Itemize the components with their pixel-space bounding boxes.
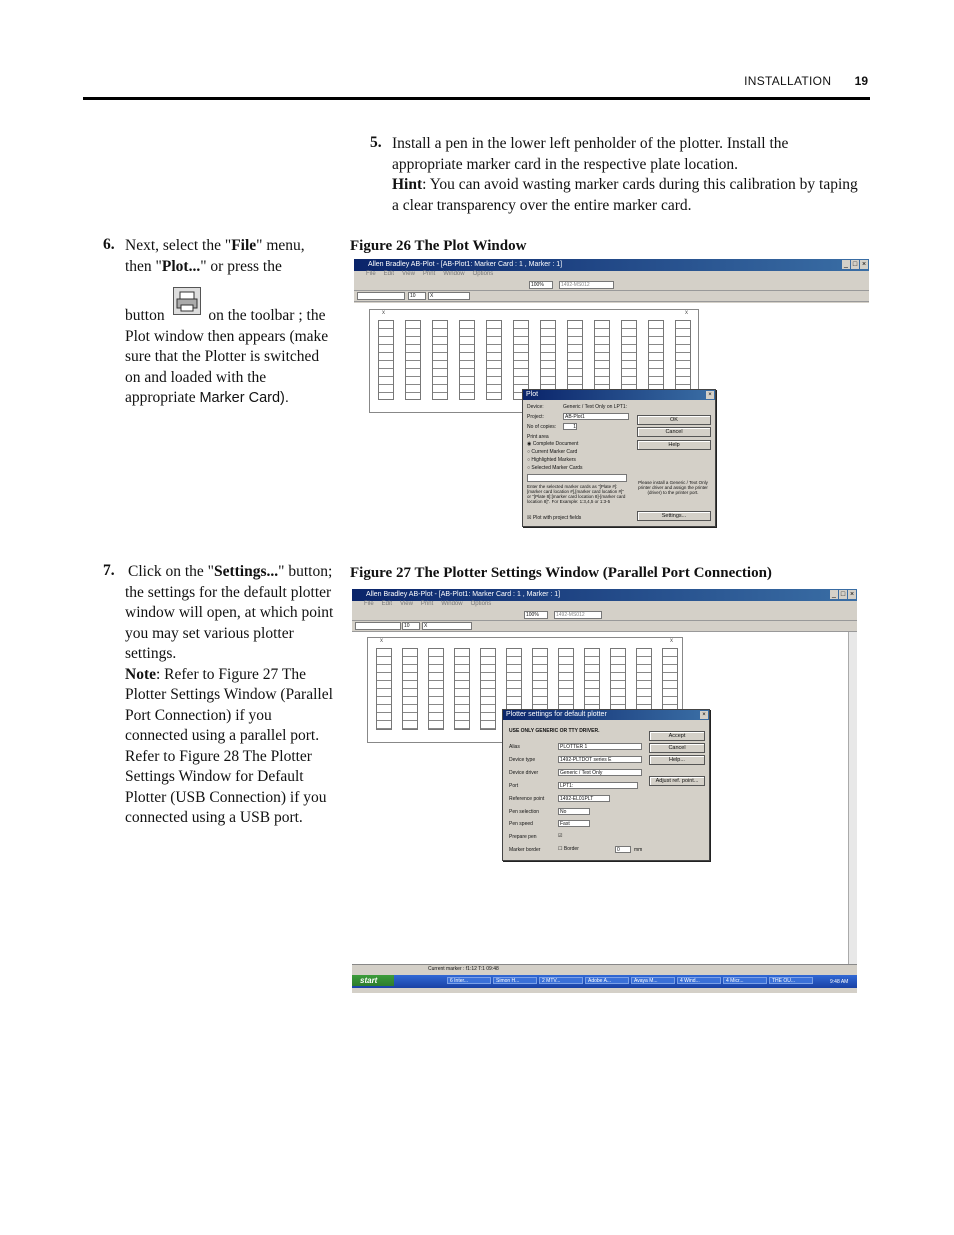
menu-window[interactable]: Window: [443, 271, 465, 277]
selected-cards-input[interactable]: [527, 474, 627, 482]
figure-27-caption: Figure 27 The Plotter Settings Window (Parallel Port Connection): [350, 565, 772, 581]
fig27-titlebar: Allen Bradley AB-Plot - [AB-Plot1: Marker Card : 1 , Marker : 1]: [352, 589, 857, 601]
device-driver-select[interactable]: Generic / Text Only: [558, 769, 642, 776]
prepare-pen-checkbox[interactable]: ☑: [558, 833, 563, 839]
step-7-number: 7.: [103, 562, 115, 579]
pen-speed-label: Pen speed: [509, 821, 533, 827]
option-complete[interactable]: ◉ Complete Document: [527, 441, 579, 447]
instructions-text: Enter the selected marker cards as "[Plate #]:[marker card location #],[marker card location #]" or "[Plate 8]:[marker card location 8]-[marker card location 8]". For Example: 1:3,4,5 or 1:3-5: [527, 484, 626, 504]
step-6-text-3: " or press the: [200, 257, 282, 275]
device-driver-label: Device driver: [509, 770, 539, 776]
zoom-select[interactable]: 100%: [524, 611, 548, 619]
figure-26-caption: Figure 26 The Plot Window: [350, 238, 527, 254]
text-field[interactable]: X: [428, 292, 470, 300]
font-select[interactable]: [355, 622, 401, 630]
figure-26-screenshot: [354, 259, 869, 542]
status-bar: [352, 964, 857, 973]
plotter-settings-dialog: [502, 709, 710, 861]
figure-27-screenshot: [352, 589, 857, 993]
plot-dialog-title: Plot: [523, 390, 715, 400]
menu-options[interactable]: Options: [470, 601, 492, 607]
font-size-select[interactable]: 10: [408, 292, 426, 300]
plot-menu-ref: Plot...: [161, 257, 201, 275]
driver-note: Please install a Generic / Text Only printer driver and assign the printer (driver) to the printer port.: [638, 480, 708, 495]
option-selected[interactable]: ○ Selected Marker Cards: [527, 465, 583, 471]
border-checkbox[interactable]: ☐ Border: [558, 846, 579, 852]
step-5: [370, 134, 860, 216]
ok-button[interactable]: OK: [637, 415, 711, 425]
start-button[interactable]: start: [352, 975, 394, 986]
font-size-select[interactable]: 10: [402, 622, 420, 630]
step-6: [125, 236, 335, 409]
fig26-menubar: [354, 271, 869, 280]
step-7-text-2: " button; the settings for the default plotter window will open, at which point you may set various plotter settings.: [125, 563, 334, 662]
header-rule: [83, 97, 870, 100]
step-6-text-6: Marker Card).: [199, 390, 289, 406]
plotter-settings-title: Plotter settings for default plotter: [503, 710, 709, 720]
fig27-toolbar-1: [352, 610, 857, 621]
plotter-settings-close-icon[interactable]: ×: [700, 711, 708, 719]
fig26-marker-card: x x: [369, 309, 699, 413]
border-unit: mm: [634, 847, 643, 853]
menu-print[interactable]: Print: [422, 271, 436, 277]
fig27-toolbar-2: [352, 621, 857, 632]
menu-file[interactable]: File: [366, 271, 376, 277]
print-area-label: Print area: [527, 434, 549, 440]
zoom-select[interactable]: 100%: [529, 281, 553, 289]
step-6-text-2: " menu, then ": [125, 237, 305, 275]
vertical-scrollbar[interactable]: [848, 632, 857, 965]
task-item[interactable]: Avaya M...: [631, 977, 675, 984]
cancel-button[interactable]: Cancel: [649, 743, 705, 753]
hint-text: : You can avoid wasting marker cards during this calibration by taping a clear transparency over the entire marker card.: [392, 176, 858, 214]
task-item[interactable]: 4 Wind...: [677, 977, 721, 984]
reference-point-select[interactable]: 1492-EL01PLT: [558, 795, 610, 802]
fig27-marker-card: x x: [367, 637, 683, 743]
note-label: Note: [125, 665, 156, 683]
help-button[interactable]: Help...: [649, 755, 705, 765]
step-6-text-1: Next, select the ": [125, 237, 232, 254]
pen-selection-label: Pen selection: [509, 809, 540, 815]
reference-point-label: Reference point: [509, 796, 545, 802]
settings-ref: Settings...: [213, 563, 279, 580]
device-type-label: Device type: [509, 757, 536, 763]
driver-warning: USE ONLY GENERIC OR TTY DRIVER.: [509, 728, 600, 734]
fig27-window-buttons: _ □ ×: [829, 590, 856, 599]
pen-selection-select[interactable]: No: [558, 808, 590, 815]
step-5-number: 5.: [370, 134, 382, 151]
menu-edit[interactable]: Edit: [381, 601, 393, 607]
menu-edit[interactable]: Edit: [383, 271, 395, 277]
fig26-window-buttons: _ □ ×: [841, 260, 868, 269]
menu-view[interactable]: View: [402, 271, 415, 277]
file-menu-ref: File: [231, 237, 257, 254]
status-text: Current marker : f1:12 T:1 09:48: [428, 966, 499, 972]
note-text: : Refer to Figure 27 The Plotter Settings Window (Parallel Port Connection) if you connected using a parallel port.: [125, 665, 333, 744]
step-6-text-5: on the toolbar ; the Plot window then appears (make sure that the Plotter is switched on and loaded with the appropriate: [125, 307, 329, 406]
fig26-toolbar-1: [354, 280, 869, 291]
fig26-toolbar-2: [354, 291, 869, 302]
adjust-ref-point-button[interactable]: Adjust ref. point...: [649, 776, 705, 786]
step-6-number: 6.: [103, 236, 115, 253]
menu-view[interactable]: View: [400, 601, 413, 607]
port-select[interactable]: LPT1:: [558, 782, 638, 789]
fig27-menubar: [352, 601, 857, 610]
menu-window[interactable]: Window: [441, 601, 463, 607]
print-icon: [173, 287, 201, 315]
alias-label: Alias: [509, 744, 520, 750]
accept-button[interactable]: Accept: [649, 731, 705, 741]
help-button[interactable]: Help: [637, 440, 711, 450]
prepare-pen-label: Prepare pen: [509, 834, 537, 840]
task-item[interactable]: 2 MTV...: [539, 977, 583, 984]
page-number: 19: [854, 74, 868, 88]
task-item[interactable]: Simon H...: [493, 977, 537, 984]
menu-options[interactable]: Options: [472, 271, 494, 277]
page-header: [744, 74, 868, 88]
text-field[interactable]: X: [422, 622, 472, 630]
marker-code-field[interactable]: 1492-MS012: [554, 611, 602, 619]
step-7: [125, 562, 335, 829]
port-label: Port: [509, 783, 519, 789]
menu-file[interactable]: File: [364, 601, 374, 607]
alias-input[interactable]: PLOTTER 1: [558, 743, 642, 750]
task-item[interactable]: Adobe A...: [585, 977, 629, 984]
system-clock: 9:48 AM: [830, 979, 849, 985]
project-select[interactable]: AB-Plot1: [563, 413, 629, 420]
section-title: INSTALLATION: [744, 74, 832, 88]
marker-code-field[interactable]: 1492-MS012: [559, 281, 614, 289]
task-item[interactable]: 6 Inter...: [447, 977, 491, 984]
option-highlighted[interactable]: ○ Highlighted Markers: [527, 457, 576, 463]
taskbar: [352, 975, 857, 988]
settings-button[interactable]: Settings...: [637, 511, 711, 521]
copies-stepper[interactable]: 1: [563, 423, 577, 430]
project-label: Project:: [527, 414, 544, 420]
fig26-titlebar: Allen Bradley AB-Plot - [AB-Plot1: Marker Card : 1 , Marker : 1]: [354, 259, 869, 271]
font-select[interactable]: [357, 292, 405, 300]
hint-label: Hint: [392, 176, 423, 193]
menu-print[interactable]: Print: [420, 601, 434, 607]
cancel-button[interactable]: Cancel: [637, 427, 711, 437]
task-item[interactable]: 4 Micr...: [723, 977, 767, 984]
device-type-select[interactable]: 1492-PLTDOT series E: [558, 756, 642, 763]
marker-border-label: Marker border: [509, 847, 541, 853]
option-current[interactable]: ○ Current Marker Card: [527, 449, 578, 455]
step-6-text-4: button: [125, 307, 165, 324]
plot-dialog-close-icon[interactable]: ×: [706, 391, 714, 399]
plot-dialog: [522, 389, 716, 527]
device-value: Generic / Text Only on LPT1:: [563, 404, 628, 410]
border-input[interactable]: 0: [615, 846, 631, 853]
pen-speed-select[interactable]: Fast: [558, 820, 590, 827]
task-item[interactable]: THE OU...: [769, 977, 813, 984]
plot-fields-checkbox[interactable]: ☒ Plot with project fields: [527, 515, 582, 521]
step-5-text: Install a pen in the lower left penholder of the plotter. Install the appropriate marker card in the respective plate location.: [392, 135, 789, 173]
copies-label: No of copies:: [527, 424, 557, 430]
step-7-text-1: Click on the ": [128, 563, 214, 580]
note-text-2: Refer to Figure 28 The Plotter Settings Window for Default Plotter (USB Connection) if you connected using a USB port.: [125, 747, 327, 826]
device-label: Device:: [527, 404, 544, 410]
